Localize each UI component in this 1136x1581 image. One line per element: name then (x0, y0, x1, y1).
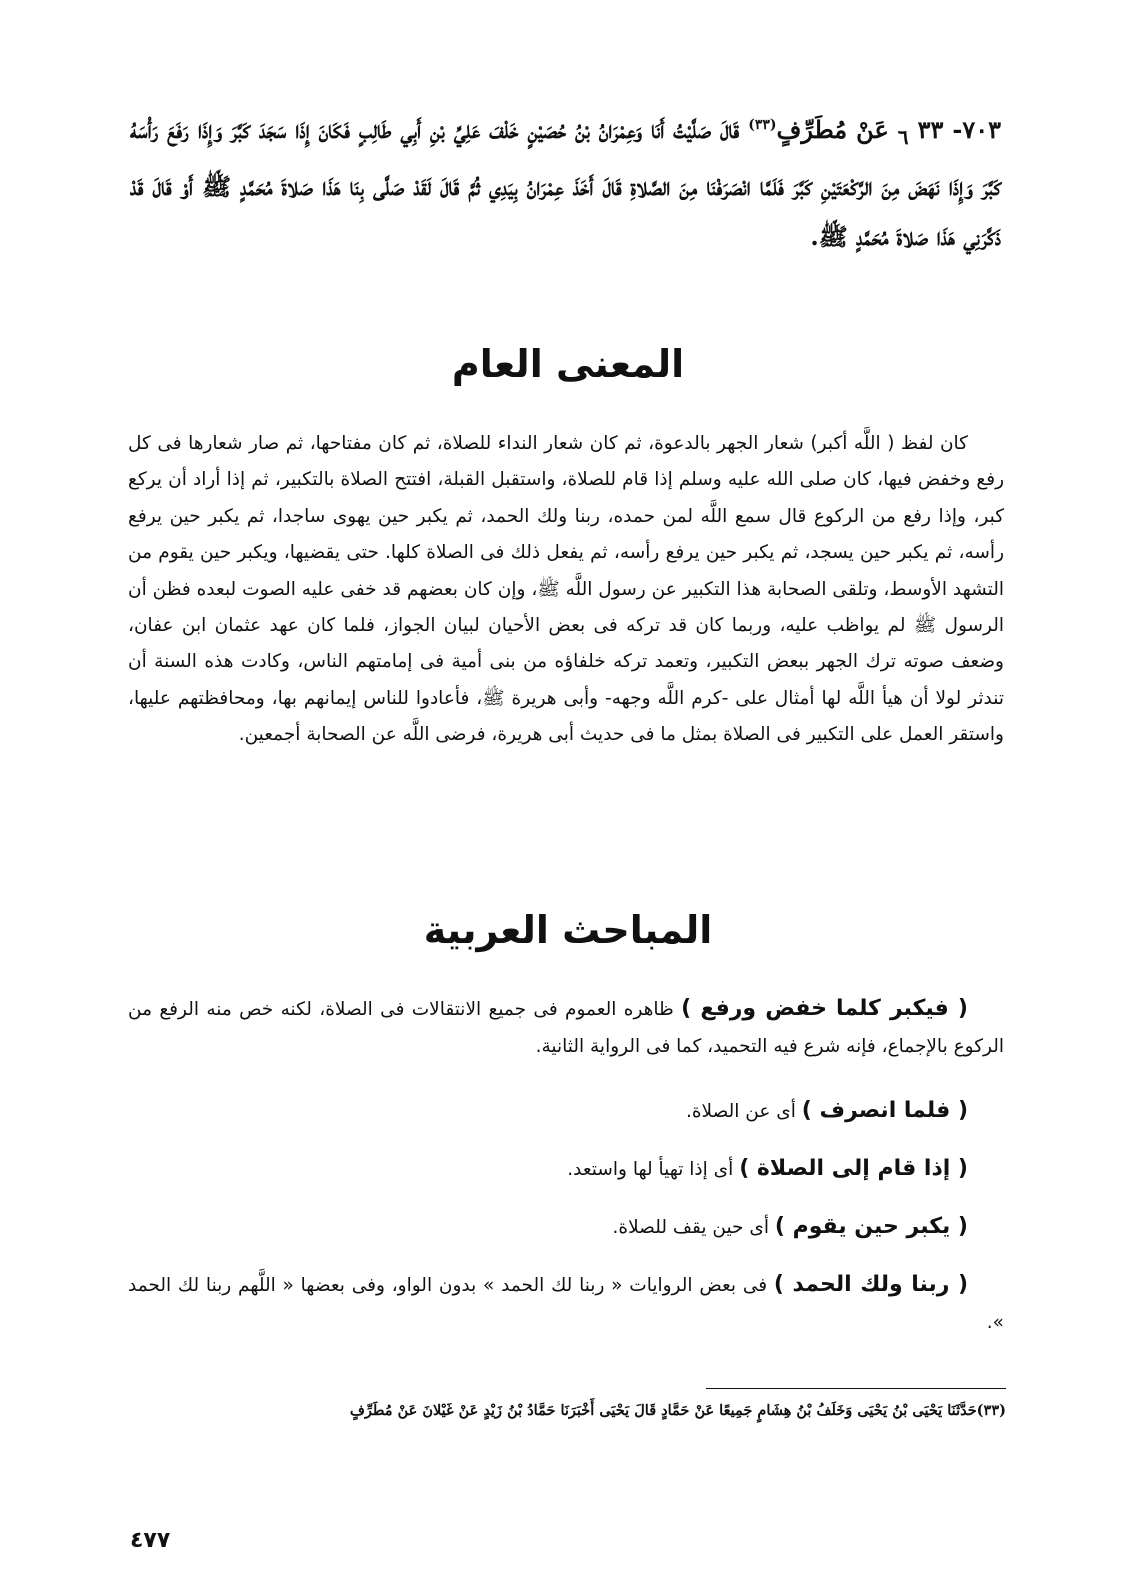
section-title-general-meaning: المعنى العام (451, 342, 685, 386)
page-number: ٤٧٧ (130, 1528, 171, 1553)
entry-term: ( يكبر حين يقوم ) (774, 1214, 968, 1239)
entry-text: ظاهره العموم فى جميع الانتقالات فى الصلاة، لكنه خص منه الرفع من الركوع بالإجماع، فإنه شرع فيه التحميد، كما فى الرواية الثانية. (128, 999, 1004, 1057)
hadith-number: ٧٠٣- (952, 115, 1001, 144)
arabic-entry (128, 1092, 1004, 1130)
entry-term: ( فلما انصرف ) (801, 1098, 968, 1123)
general-meaning-paragraph: كان لفظ ( اللَّه أكبر) شعار الجهر بالدعوة، ثم كان شعار النداء للصلاة، ثم كان مفتاحها، ثم صار شعارها فى كل رفع وخفض فيها، كان صلى الله عليه وسلم إذا قام للصلاة، واستقبل القبلة، افتتح الصلاة بالتكبير، ثم إذا أراد أن يركع كبر، وإذا رفع من الركوع قال سمع اللَّه لمن حمده، ربنا ولك الحمد، ثم يكبر حين يهوى ساجدا، ثم يكبر حين يرفع رأسه، ثم يكبر حين يسجد، ثم يكبر حين يرفع رأسه، ثم يفعل ذلك فى الصلاة كلها. حتى يقضيها، ويكبر حين يقوم من التشهد الأوسط، وتلقى الصحابة هذا التكبير عن رسول اللَّه ﷺ، وإن كان بعضهم قد خفى عليه الصوت لبعده فظن أن الرسول ﷺ لم يواظب عليه، وربما كان قد تركه فى بعض الأحيان لبيان الجواز، فلما كان عهد عثمان ابن عفان، وضعف صوته ترك الجهر ببعض التكبير، وتعمد تركه خلفاؤه من بنى أمية فى إمامتهم الناس، وكادت هذه السنة أن تندثر لولا أن هيأ اللَّه لها أمثال على -كرم اللَّه وجهه- وأبى هريرة ﷺ، فأعادوا للناس إيمانهم بها، ومحافظتهم عليها، واستقر العمل على التكبير فى الصلاة بمثل ما فى حديث أبى هريرة، فرضى اللَّه عن الصحابة أجمعين. (128, 433, 1004, 746)
hadith-body: قَالَ صَلَّيْتُ أَنَا وَعِمْرَانُ بْنُ حُصَيْنٍ خَلْفَ عَلِيِّ بْنِ أَبِي طَالِبٍ فَكَانَ إِذَا سَجَدَ كَبَّرَ وَإِذَا رَفَعَ رَأْسَهُ كَبَّرَ وَإِذَا نَهَضَ مِنَ الرَّكْعَتَيْنِ كَبَّرَ فَلَمَّا انْصَرَفْنَا مِنَ الصَّلاةِ قَالَ أَخَذَ عِمْرَانُ بِيَدِي ثُمَّ قَالَ لَقَدْ صَلَّى بِنَا هَذَا صَلاةَ مُحَمَّدٍ ﷺ أَوْ قَالَ قَدْ ذَكَّرَنِي هَذَا صَلاةَ مُحَمَّدٍ ﷺ. (130, 115, 1001, 251)
footnote-divider (706, 1388, 1006, 1389)
entry-term: ( ربنا ولك الحمد ) (773, 1272, 969, 1297)
hadith-ref-number: ٣٣ (917, 115, 944, 144)
entry-text: أى عن الصلاة. (685, 1101, 796, 1122)
entry-text: أى حين يقف للصلاة. (612, 1217, 769, 1238)
entry-text: أى إذا تهيأ لها واستعد. (567, 1159, 734, 1180)
entry-term: ( فيكبر كلما خفض ورفع ) (681, 996, 968, 1021)
arabic-entry (128, 1208, 1004, 1246)
section-title-arabic-topics: المباحث العربية (423, 908, 713, 952)
footnote-marker: (٣٣) (748, 117, 777, 133)
arabic-entry (128, 990, 1004, 1065)
hadith-narrator: عَنْ مُطَرِّفٍ (776, 115, 889, 144)
arabic-entry (128, 1266, 1004, 1341)
entry-term: ( إذا قام إلى الصلاة ) (739, 1156, 968, 1181)
arabic-entry (128, 1150, 1004, 1188)
entry-text: فى بعض الروايات « ربنا لك الحمد » بدون الواو، وفى بعضها « اللَّهم ربنا لك الحمد ». (128, 1275, 1004, 1333)
hadith-ref-sub: ٦ (897, 124, 909, 149)
hadith-text-block (130, 100, 1001, 262)
footnote-text: (٣٣)حَدَّثَنَا يَحْيَى بْنُ يَحْيَى وَخَلَفُ بْنُ هِشَامٍ جَمِيعًا عَنْ حَمَّادٍ قَالَ يَحْيَى أَخْبَرَنَا حَمَّادُ بْنُ زَيْدٍ عَنْ غَيْلانَ عَنْ مُطَرِّفٍ (349, 1402, 1006, 1419)
